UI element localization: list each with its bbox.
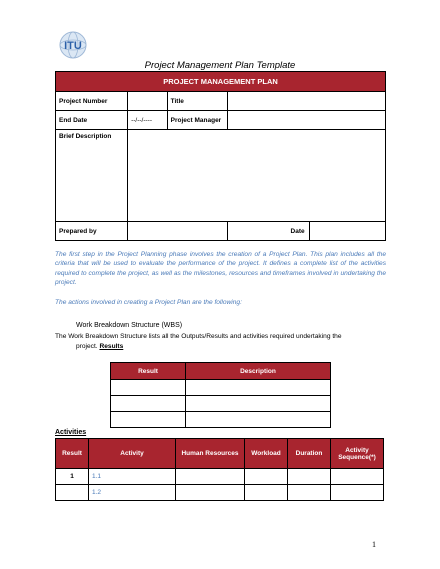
activities-header-duration: Duration: [288, 439, 331, 469]
results-header-result: Result: [111, 363, 186, 380]
activities-header-activity: Activity: [89, 439, 176, 469]
wbs-line-1: The Work Breakdown Structure lists all the Outputs/Results and activities required undertaking the: [55, 333, 342, 340]
workload-cell[interactable]: [245, 485, 288, 501]
activities-header-sequence: Activity Sequence(*): [331, 439, 384, 469]
wbs-heading: Work Breakdown Structure (WBS): [76, 322, 183, 329]
sequence-cell[interactable]: [331, 469, 384, 485]
workload-cell[interactable]: [245, 469, 288, 485]
document-title: Project Management Plan Template: [144, 60, 296, 71]
sequence-cell[interactable]: [331, 485, 384, 501]
activities-table: [55, 438, 384, 501]
wbs-line-2: project.: [76, 343, 98, 350]
description-cell[interactable]: [186, 380, 331, 396]
description-cell[interactable]: [186, 412, 331, 428]
plan-table-header: PROJECT MANAGEMENT PLAN: [56, 72, 386, 92]
duration-cell[interactable]: [288, 469, 331, 485]
human-resources-cell[interactable]: [176, 469, 245, 485]
duration-cell[interactable]: [288, 485, 331, 501]
prepared-by-field[interactable]: [128, 222, 227, 241]
title-field[interactable]: [227, 92, 385, 111]
activities-header-result: Result: [56, 439, 89, 469]
date-label: Date: [227, 222, 309, 241]
brief-description-field[interactable]: [128, 130, 386, 222]
description-cell[interactable]: [186, 396, 331, 412]
end-date-label: End Date: [56, 111, 128, 130]
activity-cell[interactable]: 1.1: [89, 469, 176, 485]
results-table: [110, 362, 331, 428]
project-manager-label: Project Manager: [167, 111, 227, 130]
project-plan-table: [55, 71, 386, 241]
title-label: Title: [167, 92, 227, 111]
prepared-by-label: Prepared by: [56, 222, 128, 241]
logo-text: ITU: [64, 40, 82, 52]
wbs-description: [55, 332, 386, 352]
brief-description-label: Brief Description: [56, 130, 128, 222]
itu-logo: [56, 30, 90, 60]
activity-result-cell[interactable]: [56, 485, 89, 501]
activities-label: Activities: [55, 429, 87, 436]
activities-header-human-resources: Human Resources: [176, 439, 245, 469]
activity-result-cell[interactable]: 1: [56, 469, 89, 485]
project-number-label: Project Number: [56, 92, 128, 111]
result-cell[interactable]: [111, 396, 186, 412]
project-number-field[interactable]: [128, 92, 168, 111]
results-label: Results: [99, 343, 124, 350]
result-cell[interactable]: [111, 380, 186, 396]
date-field[interactable]: [309, 222, 385, 241]
project-manager-field[interactable]: [227, 111, 385, 130]
result-cell[interactable]: [111, 412, 186, 428]
results-header-description: Description: [186, 363, 331, 380]
end-date-field[interactable]: --/--/----: [128, 111, 168, 130]
actions-paragraph: The actions involved in creating a Project Plan are the following:: [55, 299, 242, 306]
page-number: 1: [372, 540, 376, 549]
wbs-line-2-wrap: [55, 342, 386, 352]
activity-cell[interactable]: 1.2: [89, 485, 176, 501]
intro-paragraph: The first step in the Project Planning phase involves the creation of a Project Plan. This plan includes all the criteria that will be used to evaluate the performance of the project. It defines a complete list of the activities required to complete the project, as well as the milestones, resources and timeframes involved in undertaking the project.: [55, 251, 386, 287]
activities-header-workload: Workload: [245, 439, 288, 469]
human-resources-cell[interactable]: [176, 485, 245, 501]
